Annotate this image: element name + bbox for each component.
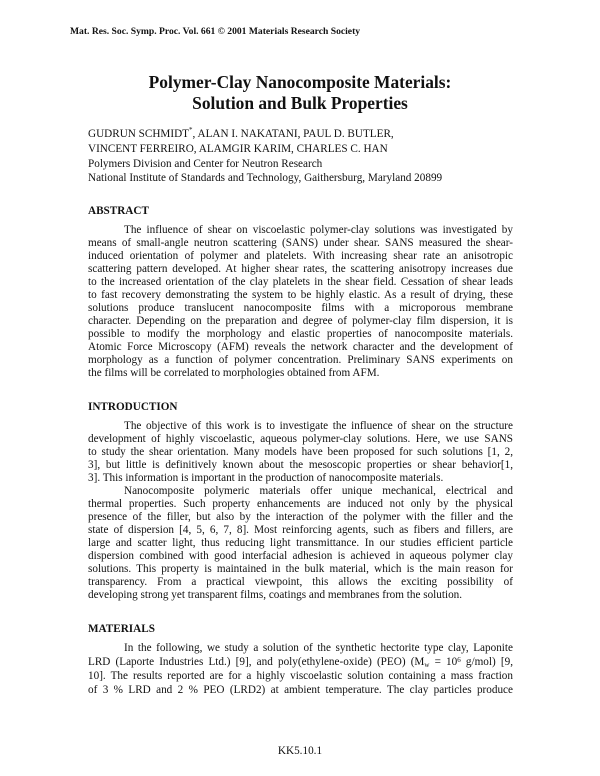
superscript-6: 6 xyxy=(457,656,461,664)
materials-line: In the following, we study a solution of the synthetic hectorite type clay, Laponite xyxy=(124,642,513,654)
author-line-2: VINCENT FERREIRO, ALAMGIR KARIM, CHARLES C. HAN xyxy=(88,143,388,155)
introduction-heading: INTRODUCTION xyxy=(88,401,178,413)
abstract-line: means of small-angle neutron scattering (SANS) under shear. SANS measured the shear- xyxy=(88,237,513,249)
intro-line: 3], but little is definitively known about the mesoscopic properties or shear behavior[1, xyxy=(88,459,513,471)
journal-header: Mat. Res. Soc. Symp. Proc. Vol. 661 © 2001 Materials Research Society xyxy=(70,26,361,37)
intro-line: developing strong yet transparent films, coatings and membranes from the solution. xyxy=(88,589,463,601)
intro-line: presence of the filler, but also by the interaction of the polymer with the filler and the xyxy=(88,511,513,523)
abstract-line: The influence of shear on viscoelastic polymer-clay solutions was investigated by xyxy=(124,224,513,236)
paper-title-line-2: Solution and Bulk Properties xyxy=(192,93,408,113)
abstract-line: scattering pattern developed. At higher shear rates, the scattering anisotropy increases due xyxy=(88,263,513,275)
abstract-line: to the increased orientation of the clay platelets in the shear field. Cessation of shear leads xyxy=(88,276,513,288)
materials-text: = 10 xyxy=(429,656,458,668)
intro-line: development of highly viscoelastic, aqueous polymer-clay solutions. Here, we use SANS xyxy=(88,433,513,445)
materials-text: g/mol) [9, xyxy=(460,656,514,668)
abstract-line: morphology as a function of polymer concentration. Preliminary SANS experiments on xyxy=(88,354,513,366)
intro-line: solutions. This property is maintained in the bulk material, which is the main reason for xyxy=(88,563,513,575)
corresponding-mark: * xyxy=(189,126,193,134)
abstract-line: solutions produce translucent nanocomposite films with a microporous membrane xyxy=(88,302,513,314)
paper-title-line-1: Polymer-Clay Nanocomposite Materials: xyxy=(148,72,452,92)
author-rest: , ALAN I. NAKATANI, PAUL D. BUTLER, xyxy=(192,128,394,140)
subscript-w: w xyxy=(424,661,430,669)
materials-line: of 3 % LRD and 2 % PEO (LRD2) at ambient temperature. The clay particles produce xyxy=(88,684,513,696)
intro-line: transparency. From a practical viewpoint, this allows the exciting possibility of xyxy=(88,576,513,588)
materials-text: LRD (Laporte Industries Ltd.) [9], and poly(ethylene-oxide) (PEO) (M xyxy=(88,656,425,668)
abstract-heading: ABSTRACT xyxy=(88,205,149,217)
intro-line: The objective of this work is to investigate the influence of shear on the structure xyxy=(124,420,513,432)
intro-line: 3]. This information is important in the production of nanocomposite materials. xyxy=(88,472,444,484)
intro-line: dispersion combined with good interfacial adhesion is achieved in aqueous polymer clay xyxy=(88,550,513,562)
abstract-line: to fast recovery demonstrating the system to be highly elastic. As a result of drying, these xyxy=(88,289,513,301)
affiliation-line-1: Polymers Division and Center for Neutron Research xyxy=(88,158,323,170)
intro-line: thermal properties. Such property enhancements are induced not only by the physical xyxy=(88,498,513,510)
affiliation-line-2: National Institute of Standards and Technology, Gaithersburg, Maryland 20899 xyxy=(88,172,443,184)
page-footer-id: KK5.10.1 xyxy=(277,745,323,757)
intro-line: state of dispersion [4, 5, 6, 7, 8]. Most reinforcing agents, such as fibers and fillers, are xyxy=(88,524,513,536)
materials-line: 10]. The results reported are for a highly viscoelastic solution containing a mass fraction xyxy=(88,670,513,682)
intro-line: Nanocomposite polymeric materials offer unique mechanical, electrical and xyxy=(124,485,513,497)
intro-line: large and scatter light, thus reducing light transmittance. In our studies efficient particle xyxy=(88,537,513,549)
intro-line: to study the shear orientation. Many models have been proposed for such solutions [1, 2, xyxy=(88,446,513,458)
abstract-line: Atomic Force Microscopy (AFM) reveals the network character and the development of xyxy=(88,341,513,353)
abstract-line: induced orientation of polymer and platelets. With increasing shear rate an anisotropic xyxy=(88,250,513,262)
author-first: GUDRUN SCHMIDT xyxy=(88,128,190,140)
author-line-1 xyxy=(88,128,394,140)
materials-heading: MATERIALS xyxy=(88,623,155,635)
abstract-line: the films will be correlated to morphologies obtained from AFM. xyxy=(88,367,380,379)
materials-line xyxy=(88,656,513,670)
abstract-line: character. Depending on the preparation and degree of polymer-clay film dispersion, it is xyxy=(88,315,513,327)
abstract-line: possible to modify the morphology and elastic properties of nanocomposite materials. xyxy=(88,328,513,340)
